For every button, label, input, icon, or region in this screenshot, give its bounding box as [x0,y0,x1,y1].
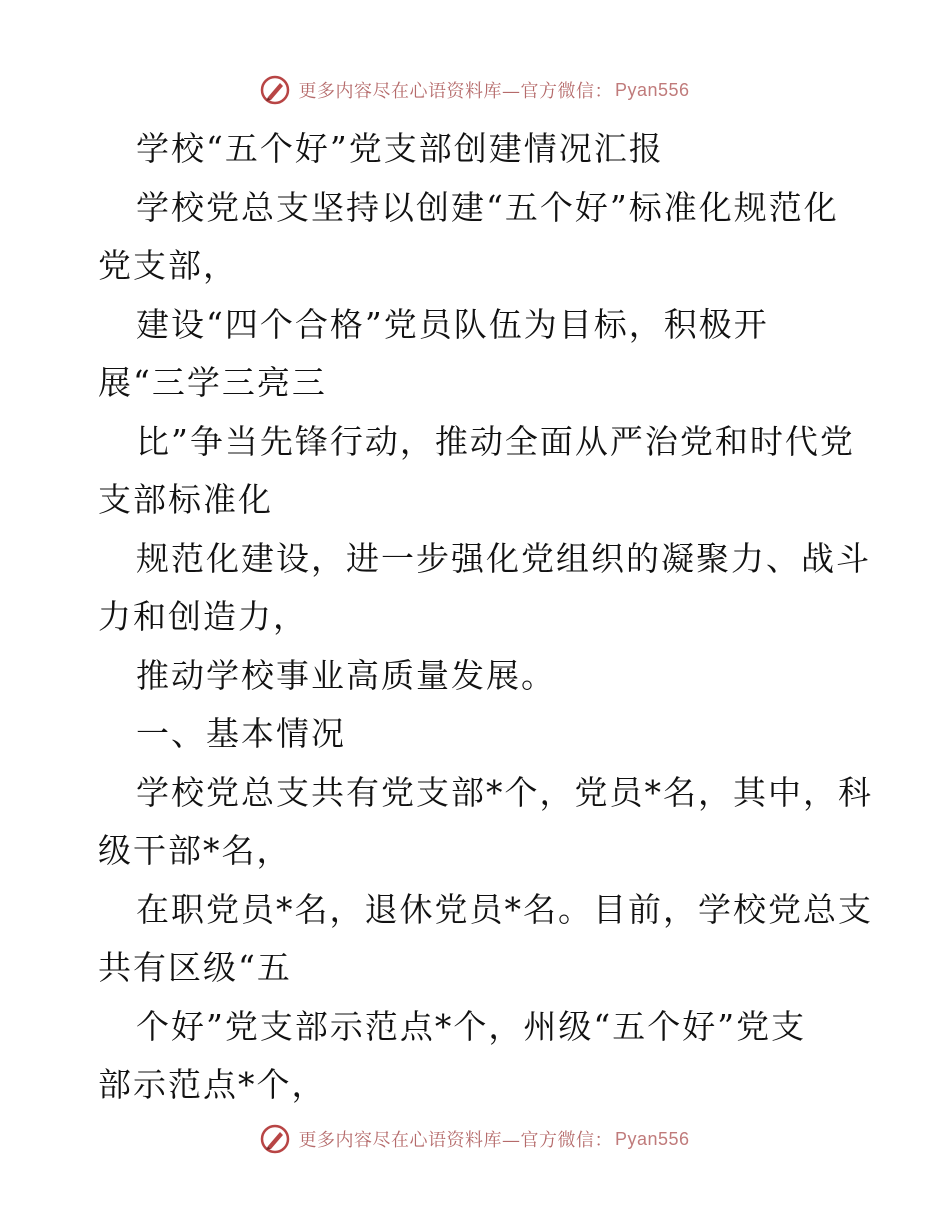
document-body [98,120,873,1115]
watermark-handle: Pyan556 [614,79,690,100]
watermark-text: 更多内容尽在心语资料库—官方微信： [298,1130,613,1151]
text-line: 级干部*名， [98,831,292,870]
text-line: 力和创造力， [98,597,308,636]
watermark-banner-top [0,70,950,110]
watermark-text: 更多内容尽在心语资料库—官方微信： [298,81,613,102]
text-line: 部示范点*个， [98,1065,327,1104]
watermark-banner-bottom [0,1119,950,1159]
text-line: 学校党总支坚持以创建“五个好”标准化规范化 [136,187,839,227]
pen-logo-icon [260,75,290,105]
text-line: 共有区级“五 [98,948,292,987]
text-line: 推动学校事业高质量发展。 [136,655,556,695]
text-line: 个好”党支部示范点*个，州级“五个好”党支 [136,1006,807,1046]
text-line: 支部标准化 [98,480,273,519]
text-line: 学校“五个好”党支部创建情况汇报 [136,129,664,168]
text-line: 党支部， [98,246,238,285]
text-line: 比”争当先锋行动，推动全面从严治党和时代党 [136,421,855,461]
text-line: 学校党总支共有党支部*个，党员*名，其中，科 [136,772,873,812]
text-line: 展“三学三亮三 [98,363,327,402]
text-line: 规范化建设，进一步强化党组织的凝聚力、战斗 [136,538,871,578]
text-line: 一、基本情况 [136,714,346,753]
text-line: 建设“四个合格”党员队伍为目标，积极开 [136,304,769,344]
text-line: 在职党员*名，退休党员*名。目前，学校党总支 [136,889,873,929]
watermark-handle: Pyan556 [614,1128,690,1149]
pen-logo-icon [260,1124,290,1154]
